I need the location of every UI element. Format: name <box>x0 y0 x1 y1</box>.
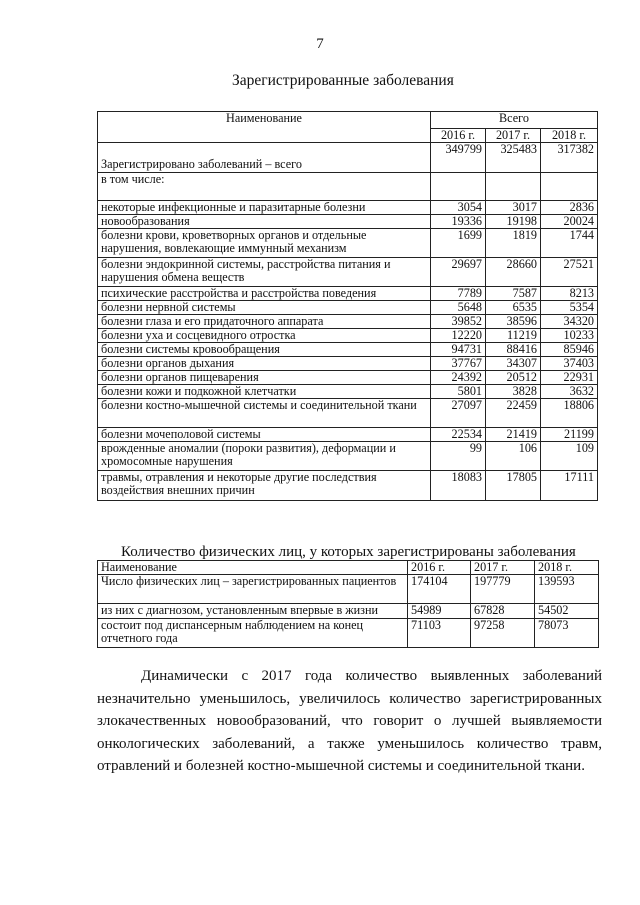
table-row <box>98 258 598 287</box>
cell-value: 20512 <box>486 371 541 385</box>
table-row <box>98 201 598 215</box>
cell-value: 27521 <box>541 258 598 287</box>
cell-value: 34320 <box>541 315 598 329</box>
column-header-total: Всего <box>431 112 598 129</box>
cell-value: 18083 <box>431 471 486 501</box>
cell-value: 10233 <box>541 329 598 343</box>
cell-value: 20024 <box>541 215 598 229</box>
cell-value: 12220 <box>431 329 486 343</box>
row-label: в том числе: <box>98 173 431 201</box>
cell-value: 1699 <box>431 229 486 258</box>
table2-title: Количество физических лиц, у которых зарегистрированы заболевания <box>121 544 576 560</box>
column-header-year: 2018 г. <box>541 129 598 143</box>
cell-value: 1744 <box>541 229 598 258</box>
cell-value: 11219 <box>486 329 541 343</box>
row-label: Зарегистрировано заболеваний – всего <box>98 143 431 173</box>
column-header-year: 2018 г. <box>535 561 599 575</box>
row-label: некоторые инфекционные и паразитарные болезни <box>98 201 431 215</box>
cell-value: 174104 <box>408 575 471 604</box>
cell-value: 71103 <box>408 619 471 648</box>
page-number: 7 <box>316 36 324 52</box>
cell-value: 6535 <box>486 301 541 315</box>
registered-diseases-table <box>97 111 598 501</box>
cell-value: 3828 <box>486 385 541 399</box>
table-row <box>98 357 598 371</box>
summary-paragraph <box>97 665 602 778</box>
row-label: болезни системы кровообращения <box>98 343 431 357</box>
cell-value: 37403 <box>541 357 598 371</box>
row-label: болезни органов пищеварения <box>98 371 431 385</box>
row-label: из них с диагнозом, установленным впервые в жизни <box>98 604 408 619</box>
cell-value: 97258 <box>471 619 535 648</box>
cell-value: 22534 <box>431 428 486 442</box>
summary-text: Динамически с 2017 года количество выявленных заболеваний незначительно уменьшилось, увеличилось количество зарегистрированных злокачественных новообразований, что говорит о лучшей выявляемости онкологических заболеваний, а также уменьшилось количество травм, отравлений и болезней костно-мышечной системы и соединительной ткани. <box>97 668 602 774</box>
row-label: болезни мочеполовой системы <box>98 428 431 442</box>
column-header-year: 2016 г. <box>408 561 471 575</box>
cell-value: 19336 <box>431 215 486 229</box>
cell-value <box>486 173 541 201</box>
column-header-year: 2017 г. <box>486 129 541 143</box>
persons-registered-table <box>97 560 599 648</box>
cell-value: 88416 <box>486 343 541 357</box>
table1-title: Зарегистрированные заболевания <box>232 72 454 89</box>
row-label: болезни глаза и его придаточного аппарата <box>98 315 431 329</box>
cell-value: 22459 <box>486 399 541 428</box>
row-label: Число физических лиц – зарегистрированных пациентов <box>98 575 408 604</box>
cell-value: 3054 <box>431 201 486 215</box>
cell-value: 67828 <box>471 604 535 619</box>
cell-value: 34307 <box>486 357 541 371</box>
table-row <box>98 399 598 428</box>
cell-value: 5354 <box>541 301 598 315</box>
cell-value: 1819 <box>486 229 541 258</box>
table-row <box>98 215 598 229</box>
row-label: болезни крови, кроветворных органов и отдельные нарушения, вовлекающие иммунный механизм <box>98 229 431 258</box>
table-row <box>98 385 598 399</box>
cell-value: 18806 <box>541 399 598 428</box>
row-label: врожденные аномалии (пороки развития), деформации и хромосомные нарушения <box>98 442 431 471</box>
cell-value: 54502 <box>535 604 599 619</box>
cell-value: 21419 <box>486 428 541 442</box>
table-row <box>98 442 598 471</box>
cell-value: 27097 <box>431 399 486 428</box>
table-row <box>98 287 598 301</box>
cell-value: 317382 <box>541 143 598 173</box>
column-header-year: 2016 г. <box>431 129 486 143</box>
table-row <box>98 575 599 604</box>
table-row <box>98 619 599 648</box>
table-row <box>98 315 598 329</box>
row-label: болезни кожи и подкожной клетчатки <box>98 385 431 399</box>
column-header-name: Наименование <box>98 561 408 575</box>
cell-value: 5648 <box>431 301 486 315</box>
cell-value: 197779 <box>471 575 535 604</box>
cell-value: 3017 <box>486 201 541 215</box>
cell-value: 37767 <box>431 357 486 371</box>
table-row <box>98 471 598 501</box>
row-label: новообразования <box>98 215 431 229</box>
row-label: болезни эндокринной системы, расстройства питания и нарушения обмена веществ <box>98 258 431 287</box>
cell-value: 17111 <box>541 471 598 501</box>
cell-value: 106 <box>486 442 541 471</box>
cell-value: 38596 <box>486 315 541 329</box>
cell-value: 85946 <box>541 343 598 357</box>
row-label: психические расстройства и расстройства поведения <box>98 287 431 301</box>
table-row <box>98 329 598 343</box>
cell-value: 19198 <box>486 215 541 229</box>
row-label: состоит под диспансерным наблюдением на конец отчетного года <box>98 619 408 648</box>
table-row <box>98 604 599 619</box>
table-row <box>98 229 598 258</box>
cell-value: 5801 <box>431 385 486 399</box>
column-header-year: 2017 г. <box>471 561 535 575</box>
cell-value: 2836 <box>541 201 598 215</box>
cell-value: 3632 <box>541 385 598 399</box>
cell-value: 28660 <box>486 258 541 287</box>
cell-value: 8213 <box>541 287 598 301</box>
row-label: болезни костно-мышечной системы и соединительной ткани <box>98 399 431 428</box>
table-row <box>98 143 598 173</box>
cell-value: 7587 <box>486 287 541 301</box>
row-label: болезни органов дыхания <box>98 357 431 371</box>
cell-value: 7789 <box>431 287 486 301</box>
cell-value: 21199 <box>541 428 598 442</box>
cell-value <box>541 173 598 201</box>
cell-value: 78073 <box>535 619 599 648</box>
cell-value: 99 <box>431 442 486 471</box>
cell-value: 17805 <box>486 471 541 501</box>
cell-value: 349799 <box>431 143 486 173</box>
cell-value: 325483 <box>486 143 541 173</box>
cell-value: 109 <box>541 442 598 471</box>
table-row <box>98 343 598 357</box>
cell-value: 24392 <box>431 371 486 385</box>
row-label: травмы, отравления и некоторые другие последствия воздействия внешних причин <box>98 471 431 501</box>
row-label: болезни нервной системы <box>98 301 431 315</box>
table-row <box>98 173 598 201</box>
table-row <box>98 428 598 442</box>
cell-value: 29697 <box>431 258 486 287</box>
cell-value: 139593 <box>535 575 599 604</box>
row-label: болезни уха и сосцевидного отростка <box>98 329 431 343</box>
column-header-name: Наименование <box>98 112 431 143</box>
cell-value: 94731 <box>431 343 486 357</box>
cell-value: 54989 <box>408 604 471 619</box>
table-row <box>98 301 598 315</box>
table-row <box>98 371 598 385</box>
cell-value: 39852 <box>431 315 486 329</box>
cell-value: 22931 <box>541 371 598 385</box>
cell-value <box>431 173 486 201</box>
